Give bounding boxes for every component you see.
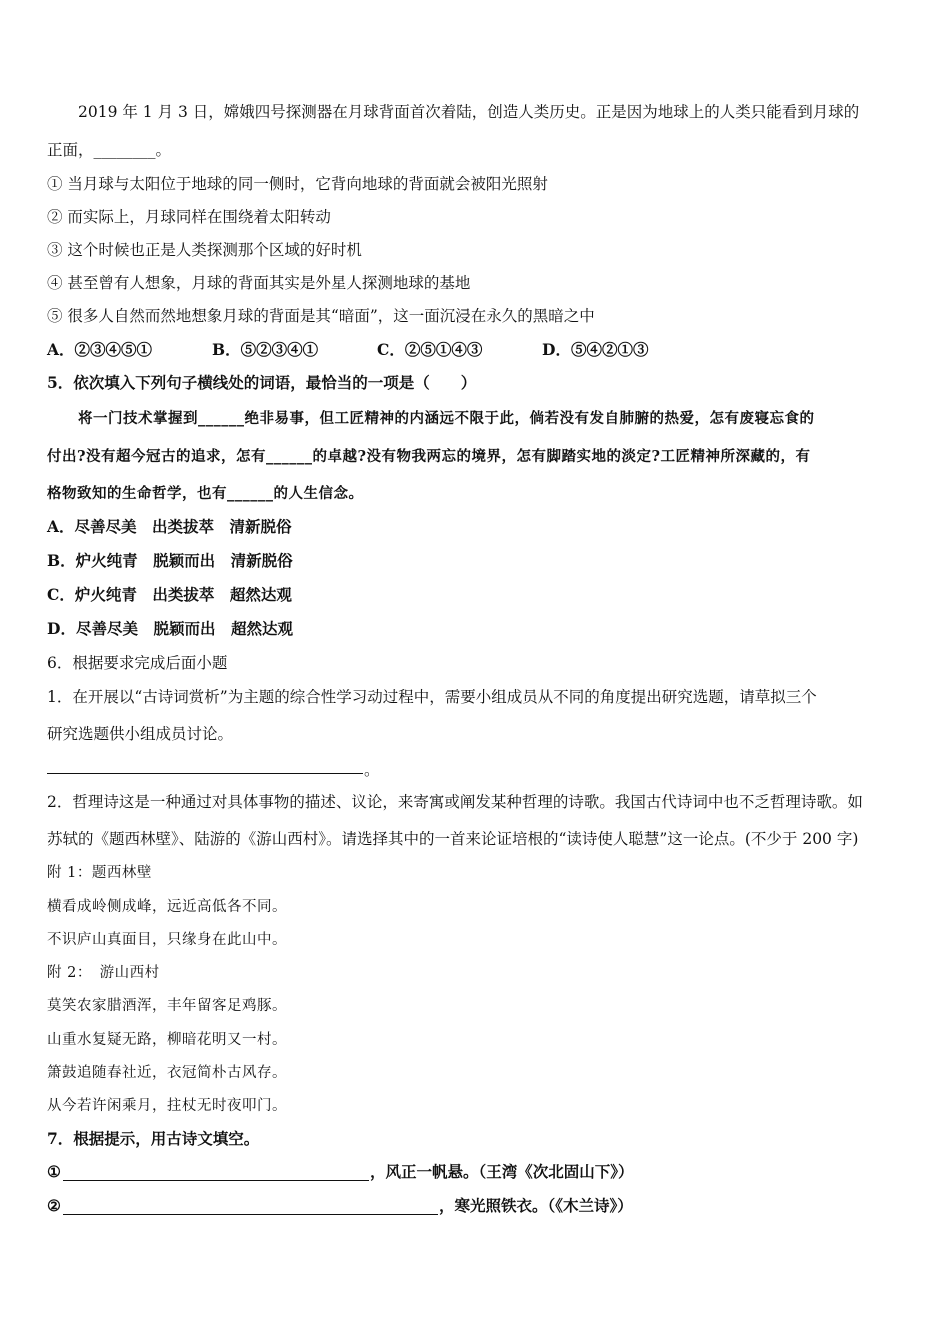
- q5-option-b: B．炉火纯青 脱颖而出 清新脱俗: [47, 551, 293, 570]
- q5-option-c: C．炉火纯青 出类拔萃 超然达观: [47, 585, 292, 604]
- q4-option-c: C．②⑤①④③: [377, 340, 483, 359]
- q5-option-d: D．尽善尽美 脱颖而出 超然达观: [47, 619, 293, 638]
- poem2-line2: 山重水复疑无路，柳暗花明又一村。: [47, 1032, 287, 1048]
- q6-sub2-line1: 2．哲理诗这是一种通过对具体事物的描述、议论，来寄寓或阐发某种哲理的诗歌。我国古代诗词中也不乏哲理诗歌。如: [47, 793, 863, 811]
- q6-title: 6．根据要求完成后面小题: [47, 654, 228, 672]
- q4-item-4: ④ 甚至曾有人想象，月球的背面其实是外星人探测地球的基地: [47, 274, 471, 292]
- q4-option-a: A．②③④⑤①: [47, 340, 153, 359]
- poem1-line1: 横看成岭侧成峰，远近高低各不同。: [47, 899, 287, 915]
- q6-answer-line[interactable]: [47, 773, 363, 774]
- poem2-title: 附 2： 游山西村: [47, 965, 160, 981]
- q7-item2-text: ，寒光照铁衣。（《木兰诗》）: [439, 1196, 633, 1215]
- poem2-line1: 莫笑农家腊酒浑，丰年留客足鸡豚。: [47, 998, 287, 1014]
- q6-sub1-line2: 研究选题供小组成员讨论。: [47, 725, 234, 743]
- q5-title: 5．依次填入下列句子横线处的词语，最恰当的一项是（ ）: [47, 373, 477, 392]
- q4-item-2: ② 而实际上，月球同样在围绕着太阳转动: [47, 208, 331, 226]
- q5-passage-line1: 将一门技术掌握到______绝非易事，但工匠精神的内涵远不限于此，倘若没有发自肺腑的热爱，怎有废寝忘食的: [78, 410, 815, 427]
- q6-sub2-line2: 苏轼的《题西林壁》、陆游的《游山西村》。请选择其中的一首来论证培根的“读诗使人聪慧”这一论点。(不少于 200 字): [47, 830, 859, 848]
- poem2-line3: 箫鼓追随春社近，衣冠简朴古风存。: [47, 1065, 287, 1081]
- q5-passage-line2: 付出?没有超今冠古的追求，怎有______的卓越?没有物我两忘的境界，怎有脚踏实地的淡定?工匠精神所深藏的，有: [47, 448, 811, 465]
- q7-blank-2[interactable]: [63, 1214, 438, 1215]
- poem1-title: 附 1：题西林壁: [47, 865, 152, 881]
- q4-options: [47, 340, 648, 360]
- q4-item-5: ⑤ 很多人自然而然地想象月球的背面是其“暗面”，这一面沉浸在永久的黑暗之中: [47, 307, 595, 325]
- q6-answer-period: 。: [364, 761, 380, 779]
- poem2-line4: 从今若许闲乘月，拄杖无时夜叩门。: [47, 1098, 287, 1114]
- q5-passage-line3: 格物致知的生命哲学，也有______的人生信念。: [47, 485, 364, 502]
- poem1-line2: 不识庐山真面目，只缘身在此山中。: [47, 932, 287, 948]
- q4-option-d: D．⑤④②①③: [542, 340, 649, 359]
- q5-option-a: A．尽善尽美 出类拔萃 清新脱俗: [47, 517, 292, 536]
- q7-title: 7．根据提示，用古诗文填空。: [47, 1129, 260, 1148]
- q4-stem-line2: 正面，________。: [47, 141, 172, 159]
- q4-item-1: ① 当月球与太阳位于地球的同一侧时，它背向地球的背面就会被阳光照射: [47, 175, 548, 193]
- q7-blank-1[interactable]: [63, 1180, 369, 1181]
- q4-item-3: ③ 这个时候也正是人类探测那个区域的好时机: [47, 241, 362, 259]
- q7-item1-text: ，风正一帆悬。（王湾《次北固山下》）: [370, 1162, 634, 1181]
- q7-item1-number: ①: [47, 1162, 61, 1181]
- q6-sub1-line1: 1．在开展以“古诗词赏析”为主题的综合性学习动过程中，需要小组成员从不同的角度提出研究选题，请草拟三个: [47, 688, 817, 706]
- q4-option-b: B．⑤②③④①: [212, 340, 319, 359]
- q7-item2-number: ②: [47, 1196, 61, 1215]
- q4-stem-line1: 2019 年 1 月 3 日，嫦娥四号探测器在月球背面首次着陆，创造人类历史。正是因为地球上的人类只能看到月球的: [78, 103, 860, 121]
